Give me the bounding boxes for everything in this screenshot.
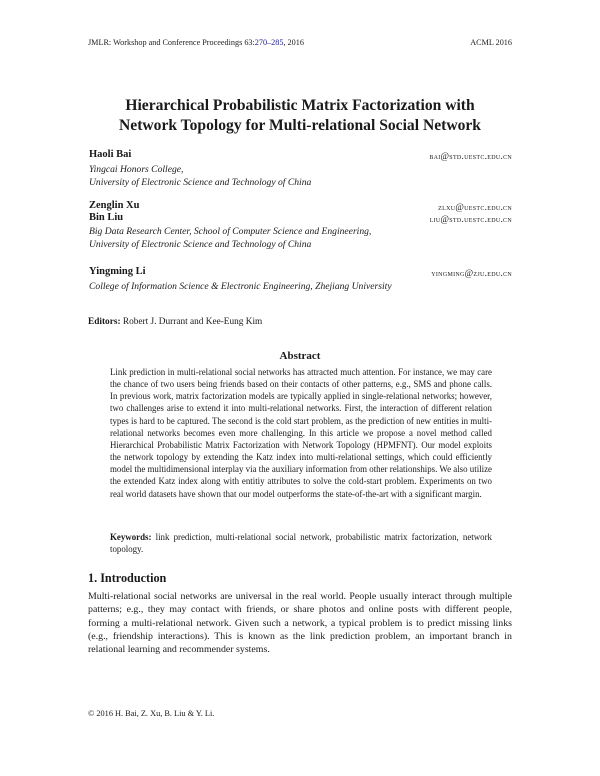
paper-title — [60, 96, 540, 136]
venue-text: JMLR: Workshop and Conference Proceedings 63: — [88, 38, 255, 47]
editors-label: Editors: — [88, 317, 121, 327]
affiliation-2 — [89, 225, 519, 251]
author-name-3: Bin Liu — [89, 212, 124, 223]
affiliation-1-line-2: University of Electronic Science and Technology of China — [89, 177, 312, 188]
author-name-2: Zenglin Xu — [89, 200, 140, 211]
venue-year: , 2016 — [283, 38, 304, 47]
affiliation-2-line-1: Big Data Research Center, School of Computer Science and Engineering, — [89, 226, 372, 237]
abstract-body: Link prediction in multi-relational social networks has attracted much attention. For instance, we may care the chance of two users being friends based on their contacts of other patterns, e.g., SMS and phone calls. In previous work, matrix factorization models are typically applied in single-relational networks; however, two challenges arise to extend it into multi-relational networks. First, the interaction of different relation types is hard to be captured. The second is the cold start problem, as the prediction of new entities in multi-relational networks becomes even more challenging. In this article we propose a novel method called Hierarchical Probabilistic Matrix Factorization with Network Topology (HPMFNT). Our model exploits the network topology by extending the Katz index into multi-relational settings, which could efficiently model the multidimensional interplay via the auxiliary information from other relationships. We also utilize the extended Katz index along with entitiy attributes to solve the cold-start problem. Experiments on two real world datasets have shown that our model outperforms the state-of-the-art with a significant margin. — [110, 367, 492, 499]
copyright-footer: © 2016 H. Bai, Z. Xu, B. Liu & Y. Li. — [88, 709, 215, 718]
abstract-heading: Abstract — [279, 350, 321, 362]
affiliation-1-line-1: Yingcai Honors College, — [89, 164, 184, 175]
title-line-1: Hierarchical Probabilistic Matrix Factorization with — [125, 97, 475, 114]
author-email-4[interactable]: yingming@zju.edu.cn — [431, 268, 512, 278]
keywords-line — [110, 531, 492, 555]
running-header-conference: ACML 2016 — [470, 38, 512, 47]
introduction-paragraph: Multi-relational social networks are universal in the real world. People usually interact through multiple patterns; e.g., they may contact with friends, or share photos and online posts with different people, forming a multi-relational network. Given such a network, a typical problem is to predict missing links (e.g., friendship interactions). This is known as the link prediction problem, an important branch in relational learning and recommender systems. — [88, 591, 512, 656]
affiliation-1 — [89, 163, 519, 189]
author-name-4: Yingming Li — [89, 266, 146, 277]
editors-names: Robert J. Durrant and Kee-Eung Kim — [120, 317, 263, 327]
author-name-1: Haoli Bai — [89, 149, 132, 160]
author-email-2[interactable]: zlxu@uestc.edu.cn — [438, 202, 512, 212]
page-range-link[interactable]: 270–285 — [254, 38, 284, 47]
author-email-1[interactable]: bai@std.uestc.edu.cn — [429, 151, 512, 161]
keywords-text: link prediction, multi-relational social network, probabilistic matrix factorization, network topology. — [110, 532, 492, 555]
section-heading-introduction: 1. Introduction — [88, 571, 167, 585]
author-email-3[interactable]: liu@std.uestc.edu.cn — [429, 214, 512, 224]
keywords-label: Keywords: — [110, 532, 152, 542]
affiliation-2-line-2: University of Electronic Science and Technology of China — [89, 239, 312, 250]
affiliation-3 — [89, 280, 519, 293]
affiliation-3-line-1: College of Information Science & Electronic Engineering, Zhejiang University — [89, 281, 392, 292]
title-line-2: Network Topology for Multi-relational Social Network — [119, 117, 481, 134]
editors-line — [88, 317, 262, 327]
running-header-venue — [88, 38, 304, 47]
